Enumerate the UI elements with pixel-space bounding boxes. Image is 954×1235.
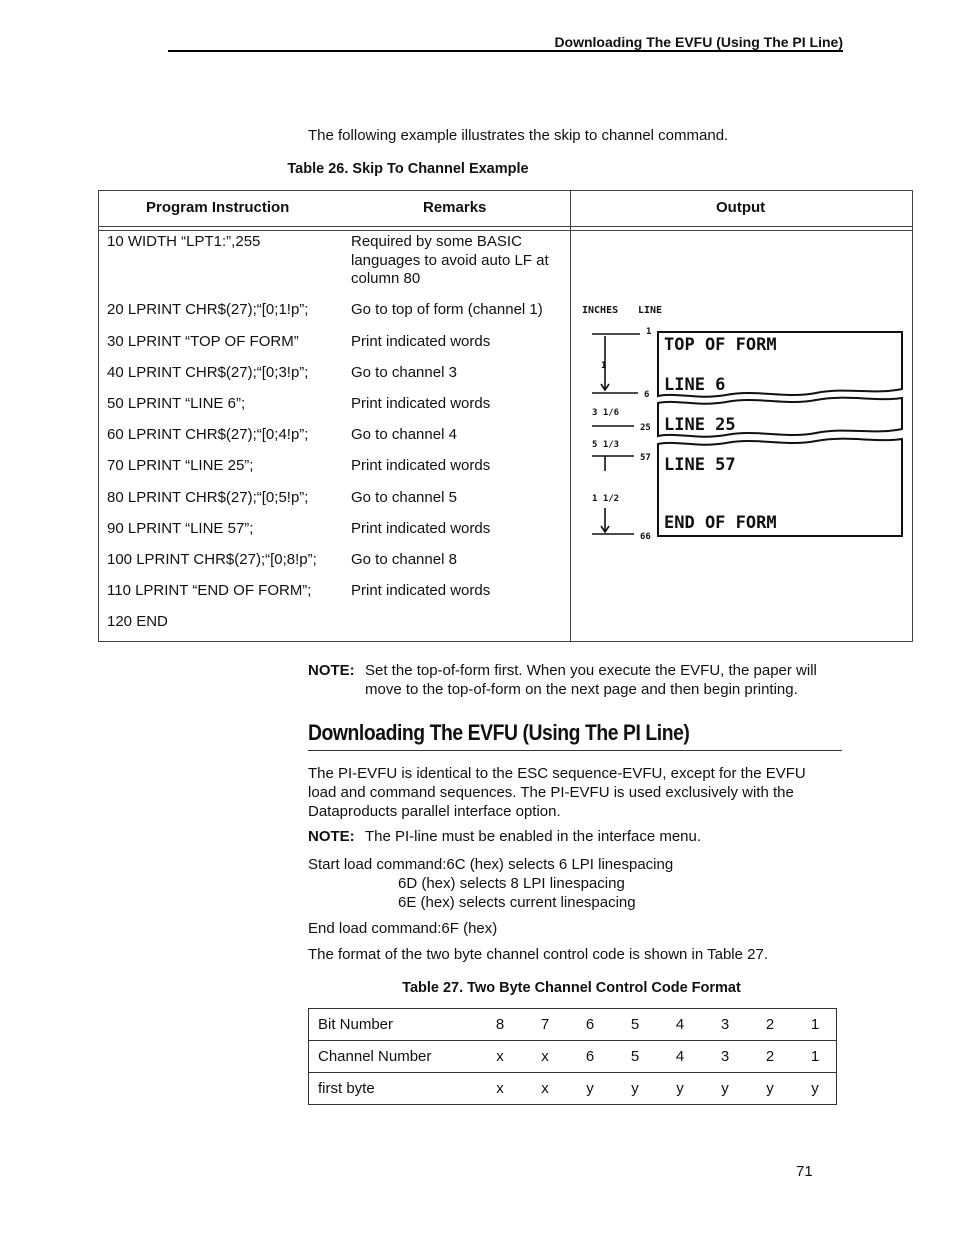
table27-row-label: Bit Number [318, 1016, 394, 1033]
remark-line: Required by some BASIC [351, 233, 522, 250]
body-paragraph [308, 764, 848, 821]
table27-row-label: first byte [318, 1080, 375, 1097]
table-row-instruction: 100 LPRINT CHR$(27);“[0;8!p”; [107, 551, 317, 568]
table27 [308, 1008, 837, 1105]
table-row-instruction: 70 LPRINT “LINE 25”; [107, 457, 254, 474]
note-text: The PI-line must be enabled in the interface menu. [365, 828, 702, 845]
fig-text-line-25: LINE 25 [664, 415, 736, 435]
start-load-line: 6D (hex) selects 8 LPI linespacing [398, 875, 625, 892]
table-cell: 7 [540, 1016, 550, 1033]
output-figure-svg [576, 296, 908, 544]
table-row [309, 1073, 836, 1104]
table-cell: 6 [585, 1048, 595, 1065]
paragraph-line: The PI-EVFU is identical to the ESC sequence-EVFU, except for the EVFU [308, 765, 806, 782]
table-cell: 1 [810, 1016, 820, 1033]
table-row-remark: Go to channel 3 [351, 364, 457, 381]
table-cell: y [721, 1080, 729, 1097]
table-cell: 6 [585, 1016, 595, 1033]
table-cell: x [541, 1048, 549, 1065]
start-load-command [308, 855, 848, 912]
table-row-instruction: 80 LPRINT CHR$(27);“[0;5!p”; [107, 489, 309, 506]
table26-header-instruction: Program Instruction [146, 199, 290, 216]
note-label: NOTE: [308, 828, 355, 845]
section-heading: Downloading The EVFU (Using The PI Line) [308, 720, 690, 745]
table-row-remark: Go to channel 4 [351, 426, 457, 443]
intro-text: The following example illustrates the skip to channel command. [308, 127, 729, 144]
table-row-remark: Go to channel 5 [351, 489, 457, 506]
table-row-instruction: 30 LPRINT “TOP OF FORM” [107, 333, 299, 350]
section-heading-rule [308, 750, 842, 751]
page-number: 71 [796, 1163, 813, 1180]
header-rule [168, 50, 843, 52]
table-row [309, 1041, 836, 1073]
fig-line-num-1: 1 [646, 327, 652, 337]
table26-column-divider [570, 190, 571, 642]
fig-label-line: LINE [638, 305, 663, 316]
table-cell: 2 [765, 1016, 775, 1033]
fig-line-num-6: 6 [644, 390, 650, 400]
table26-header-rule-2 [98, 230, 913, 231]
table-row-instruction: 50 LPRINT “LINE 6”; [107, 395, 246, 412]
paragraph-line: Dataproducts parallel interface option. [308, 803, 561, 820]
running-header: Downloading The EVFU (Using The PI Line) [554, 34, 843, 50]
table-row-instruction: 40 LPRINT CHR$(27);“[0;3!p”; [107, 364, 309, 381]
table26-caption-text: Table 26. Skip To Channel Example [287, 161, 529, 177]
paragraph-line: load and command sequences. The PI-EVFU is used exclusively with the [308, 784, 794, 801]
table-row-instruction: 20 LPRINT CHR$(27);“[0;1!p”; [107, 301, 309, 318]
fig-text-line-6: LINE 6 [664, 375, 726, 395]
table-cell: y [766, 1080, 774, 1097]
start-load-line: Start load command:6C (hex) selects 6 LPI linespacing [308, 856, 674, 873]
table-cell: 4 [675, 1016, 685, 1033]
fig-line-num-25: 25 [640, 423, 651, 433]
end-load-command: End load command:6F (hex) [308, 920, 498, 937]
fig-inch-1: 1 [601, 361, 607, 371]
table-row-remark: Print indicated words [351, 520, 491, 537]
table-row-remark: Go to top of form (channel 1) [351, 301, 543, 318]
fig-text-top-of-form: TOP OF FORM [664, 335, 777, 355]
table-row-remark [351, 233, 566, 289]
table-row [309, 1009, 836, 1041]
fig-text-end-of-form: END OF FORM [664, 513, 777, 533]
table-cell: 8 [495, 1016, 505, 1033]
table-cell: x [496, 1048, 504, 1065]
table27-caption: Table 27. Two Byte Channel Control Code Format [402, 980, 741, 996]
table-cell: x [541, 1080, 549, 1097]
table-row-remark: Print indicated words [351, 395, 491, 412]
fig-inch-1-1-2: 1 1/2 [592, 494, 620, 504]
table-cell: x [496, 1080, 504, 1097]
fig-inch-5-1-3: 5 1/3 [592, 440, 620, 450]
table-cell: 5 [630, 1016, 640, 1033]
table26-header-rule [98, 226, 913, 227]
note-pi-line [308, 828, 701, 847]
note-top-of-form [308, 662, 868, 699]
note-line: move to the top-of-form on the next page and then begin printing. [365, 680, 798, 698]
fig-line-num-57: 57 [640, 453, 651, 463]
start-load-line: 6E (hex) selects current linespacing [398, 894, 636, 911]
note-line: Set the top-of-form first. When you execute the EVFU, the paper will [365, 662, 817, 679]
table-cell: y [631, 1080, 639, 1097]
remark-line: languages to avoid auto LF at [351, 251, 549, 269]
table-row-instruction: 110 LPRINT “END OF FORM”; [107, 582, 312, 599]
table26-header-remarks: Remarks [423, 199, 487, 216]
table-cell: 3 [720, 1048, 730, 1065]
table-row-remark: Print indicated words [351, 333, 491, 350]
table-row-instruction: 60 LPRINT CHR$(27);“[0;4!p”; [107, 426, 309, 443]
table27-row-label: Channel Number [318, 1048, 432, 1065]
table-cell: 4 [675, 1048, 685, 1065]
fig-line-num-66: 66 [640, 532, 651, 542]
table-cell: y [811, 1080, 819, 1097]
table-row-instruction: 10 WIDTH “LPT1:”,255 [107, 233, 261, 250]
table-row-remark: Go to channel 8 [351, 551, 457, 568]
table-row-instruction: 90 LPRINT “LINE 57”; [107, 520, 254, 537]
table-row-remark: Print indicated words [351, 457, 491, 474]
fig-text-line-57: LINE 57 [664, 455, 736, 475]
table-cell: 5 [630, 1048, 640, 1065]
output-figure [576, 296, 908, 549]
table-cell: 2 [765, 1048, 775, 1065]
table-cell: 3 [720, 1016, 730, 1033]
fig-inch-3-1-6: 3 1/6 [592, 408, 620, 418]
table-cell: 1 [810, 1048, 820, 1065]
remark-line: column 80 [351, 270, 421, 287]
table26-caption [98, 161, 912, 177]
table-row-instruction: 120 END [107, 613, 168, 630]
table-row-remark: Print indicated words [351, 582, 491, 599]
format-reference: The format of the two byte channel control code is shown in Table 27. [308, 946, 768, 963]
fig-label-inches: INCHES [582, 305, 619, 316]
table-cell: y [586, 1080, 594, 1097]
note-label: NOTE: [308, 662, 355, 679]
table-cell: y [676, 1080, 684, 1097]
table26-header-output: Output [716, 199, 766, 216]
